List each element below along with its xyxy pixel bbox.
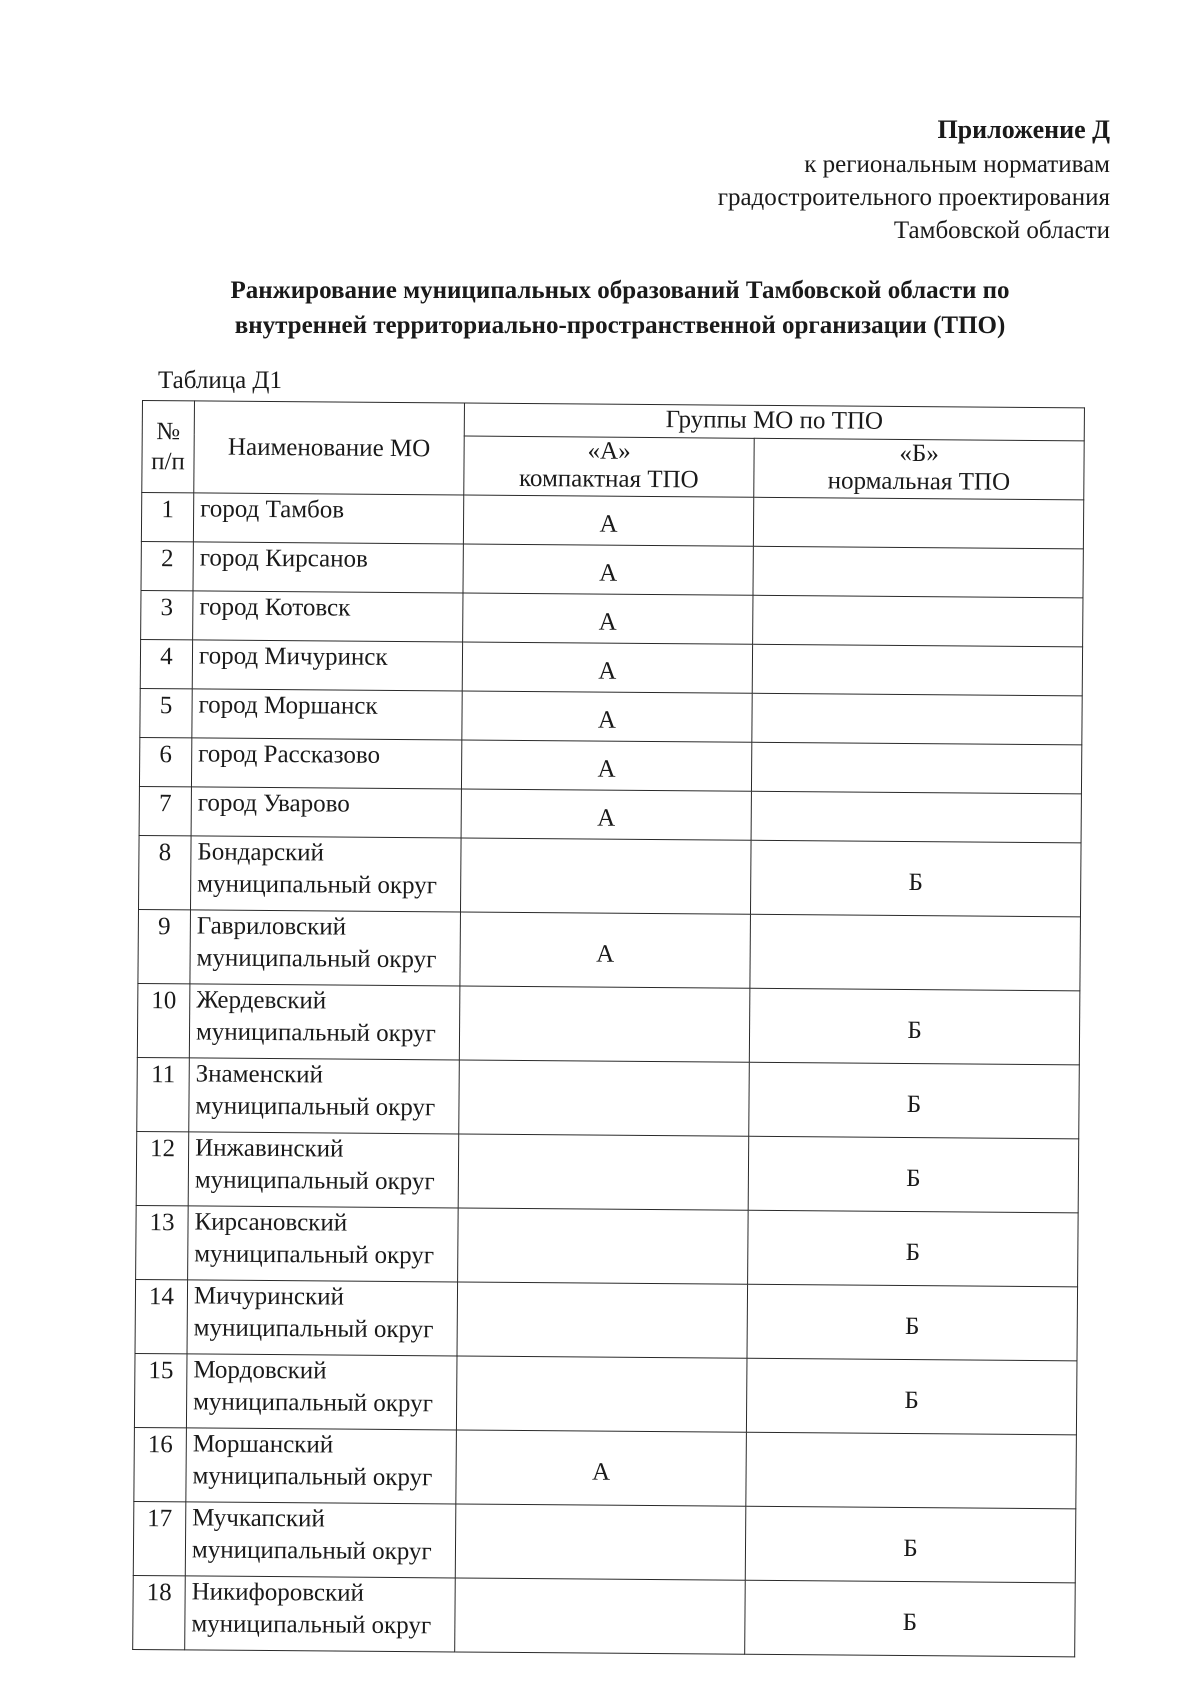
table-row [136, 1131, 1079, 1212]
header-number-line-2: п/п [151, 447, 185, 475]
row-name-line-2: муниципальный округ [195, 1092, 436, 1122]
table-row [134, 1353, 1077, 1434]
row-name-line-1: Мордовский [193, 1356, 327, 1385]
row-name-line-2: муниципальный округ [191, 1536, 432, 1566]
row-group-a [459, 1060, 750, 1136]
row-name [186, 1428, 457, 1504]
row-number: 1 [141, 493, 193, 542]
row-group-a: А [463, 544, 753, 595]
row-name [193, 493, 463, 544]
table-row [133, 1501, 1076, 1582]
row-name-line-1: Моршанский [192, 1430, 334, 1459]
row-name-line-1: Бондарский [197, 838, 325, 867]
row-name-line-2: муниципальный округ [196, 944, 437, 974]
row-group-a: А [456, 1430, 747, 1506]
document-title-line-2: внутренней территориально-пространственной организации (ТПО) [234, 312, 1006, 339]
row-number: 6 [139, 737, 191, 786]
row-name [186, 1354, 457, 1430]
row-name [191, 787, 461, 838]
row-name [189, 984, 460, 1060]
row-number: 8 [138, 835, 191, 909]
row-number: 15 [134, 1353, 187, 1427]
row-group-a [460, 838, 751, 914]
appendix-header [718, 112, 1110, 247]
table-row [139, 737, 1081, 793]
row-name [189, 1058, 460, 1134]
row-group-b [752, 693, 1082, 745]
row-name-line-1: Мучкапский [192, 1504, 325, 1533]
row-name-line-1: Знаменский [195, 1060, 324, 1089]
row-name-line-1: город Мичуринск [198, 642, 388, 671]
appendix-line-1: к региональным нормативам [804, 151, 1110, 178]
header-group-b-label: нормальная ТПО [827, 467, 1011, 496]
row-name-line-1: город Уварово [197, 789, 350, 818]
row-group-b [753, 497, 1083, 549]
table-row [141, 541, 1083, 597]
row-name-line-2: муниципальный округ [197, 870, 438, 900]
table-row [137, 1057, 1080, 1138]
row-name-line-1: Жердевский [196, 986, 327, 1015]
row-group-a [457, 1282, 748, 1358]
row-number: 10 [137, 983, 190, 1057]
table-caption: Таблица Д1 [158, 367, 282, 394]
header-group-b [754, 438, 1084, 500]
row-number: 2 [141, 541, 193, 590]
table-row [133, 1575, 1076, 1656]
row-number: 13 [136, 1205, 189, 1279]
row-number: 7 [139, 786, 191, 835]
row-name-line-1: город Моршанск [198, 691, 378, 720]
header-number-line-1: № [156, 417, 181, 445]
appendix-title: Приложение Д [937, 115, 1110, 144]
row-group-a [459, 986, 750, 1062]
ranking-table [132, 400, 1085, 1657]
row-group-b [746, 1432, 1077, 1509]
row-number: 16 [134, 1427, 187, 1501]
row-group-a [458, 1134, 749, 1210]
row-name-line-2: муниципальный округ [192, 1462, 433, 1492]
table-row [137, 983, 1080, 1064]
row-group-b [751, 742, 1081, 794]
row-name [192, 640, 462, 691]
row-group-b [750, 914, 1081, 991]
row-name-line-2: муниципальный округ [193, 1388, 434, 1418]
row-name-line-1: Гавриловский [196, 912, 347, 941]
row-group-b: Б [746, 1358, 1077, 1435]
document-title-line-1: Ранжирование муниципальных образований Тамбовской области по [230, 277, 1010, 304]
header-number [142, 401, 195, 493]
row-group-a: А [461, 740, 751, 791]
row-group-a: А [461, 789, 751, 840]
header-group-a-code: «А» [587, 437, 631, 465]
table-row [134, 1427, 1077, 1508]
table-row [140, 688, 1082, 744]
row-group-b [753, 595, 1083, 647]
row-name [188, 1132, 459, 1208]
row-name [193, 542, 463, 593]
row-group-b: Б [745, 1580, 1076, 1657]
row-name [193, 591, 463, 642]
header-group-b-code: «Б» [899, 439, 939, 468]
header-name: Наименование МО [194, 401, 465, 495]
row-group-b: Б [747, 1284, 1078, 1361]
row-name-line-1: город Рассказово [198, 740, 381, 769]
row-group-a [455, 1578, 746, 1654]
row-number: 11 [137, 1057, 190, 1131]
row-group-a: А [460, 912, 751, 988]
row-group-a [458, 1208, 749, 1284]
row-group-b: Б [748, 1136, 1079, 1213]
row-name-line-1: город Тамбов [200, 495, 345, 524]
row-group-b: Б [748, 1210, 1079, 1287]
row-number: 4 [140, 639, 192, 688]
row-name-line-1: Никифоровский [191, 1578, 365, 1607]
row-group-a: А [462, 691, 752, 742]
row-name [190, 910, 461, 986]
row-name-line-1: город Кирсанов [199, 544, 368, 573]
row-group-b [752, 644, 1082, 696]
header-groups: Группы МО по ТПО [464, 403, 1084, 441]
row-number: 17 [133, 1501, 186, 1575]
row-group-b: Б [750, 840, 1081, 917]
row-name-line-2: муниципальный округ [193, 1314, 434, 1344]
table-row [136, 1205, 1079, 1286]
row-group-b [753, 546, 1083, 598]
table-row [138, 835, 1081, 916]
row-group-a: А [463, 593, 753, 644]
row-name-line-2: муниципальный округ [194, 1166, 435, 1196]
row-number: 18 [133, 1575, 186, 1649]
row-group-a [456, 1356, 747, 1432]
table-row [140, 639, 1082, 695]
table-row [135, 1279, 1078, 1360]
row-name-line-1: Кирсановский [194, 1208, 348, 1237]
row-name-line-2: муниципальный округ [191, 1610, 432, 1640]
row-name [192, 689, 462, 740]
table-row [139, 786, 1081, 842]
table-row [141, 493, 1083, 549]
row-name-line-1: город Котовск [199, 593, 351, 622]
row-name-line-1: Инжавинский [195, 1134, 344, 1163]
header-group-a-label: компактная ТПО [519, 464, 699, 494]
row-number: 3 [141, 590, 193, 639]
document-title [150, 273, 1090, 343]
row-group-a [455, 1504, 746, 1580]
row-group-b: Б [749, 988, 1080, 1065]
appendix-line-2: градостроительного проектирования [717, 184, 1110, 211]
row-group-a: А [462, 642, 752, 693]
row-name-line-2: муниципальный округ [195, 1018, 436, 1048]
row-name [185, 1576, 456, 1652]
row-group-a: А [463, 495, 753, 546]
row-name-line-1: Мичуринский [193, 1282, 345, 1311]
appendix-line-3: Тамбовской области [893, 217, 1110, 244]
row-name [190, 836, 461, 912]
row-number: 9 [138, 909, 191, 983]
table-row [141, 590, 1083, 646]
row-number: 12 [136, 1131, 189, 1205]
row-group-b: Б [749, 1062, 1080, 1139]
row-name [185, 1502, 456, 1578]
row-number: 14 [135, 1279, 188, 1353]
table-row [138, 909, 1081, 990]
row-name [188, 1206, 459, 1282]
row-name [187, 1280, 458, 1356]
row-name-line-2: муниципальный округ [194, 1240, 435, 1270]
row-group-b: Б [745, 1506, 1076, 1583]
row-number: 5 [140, 688, 192, 737]
row-group-b [751, 791, 1081, 843]
row-name [191, 738, 461, 789]
header-group-a [464, 436, 754, 497]
